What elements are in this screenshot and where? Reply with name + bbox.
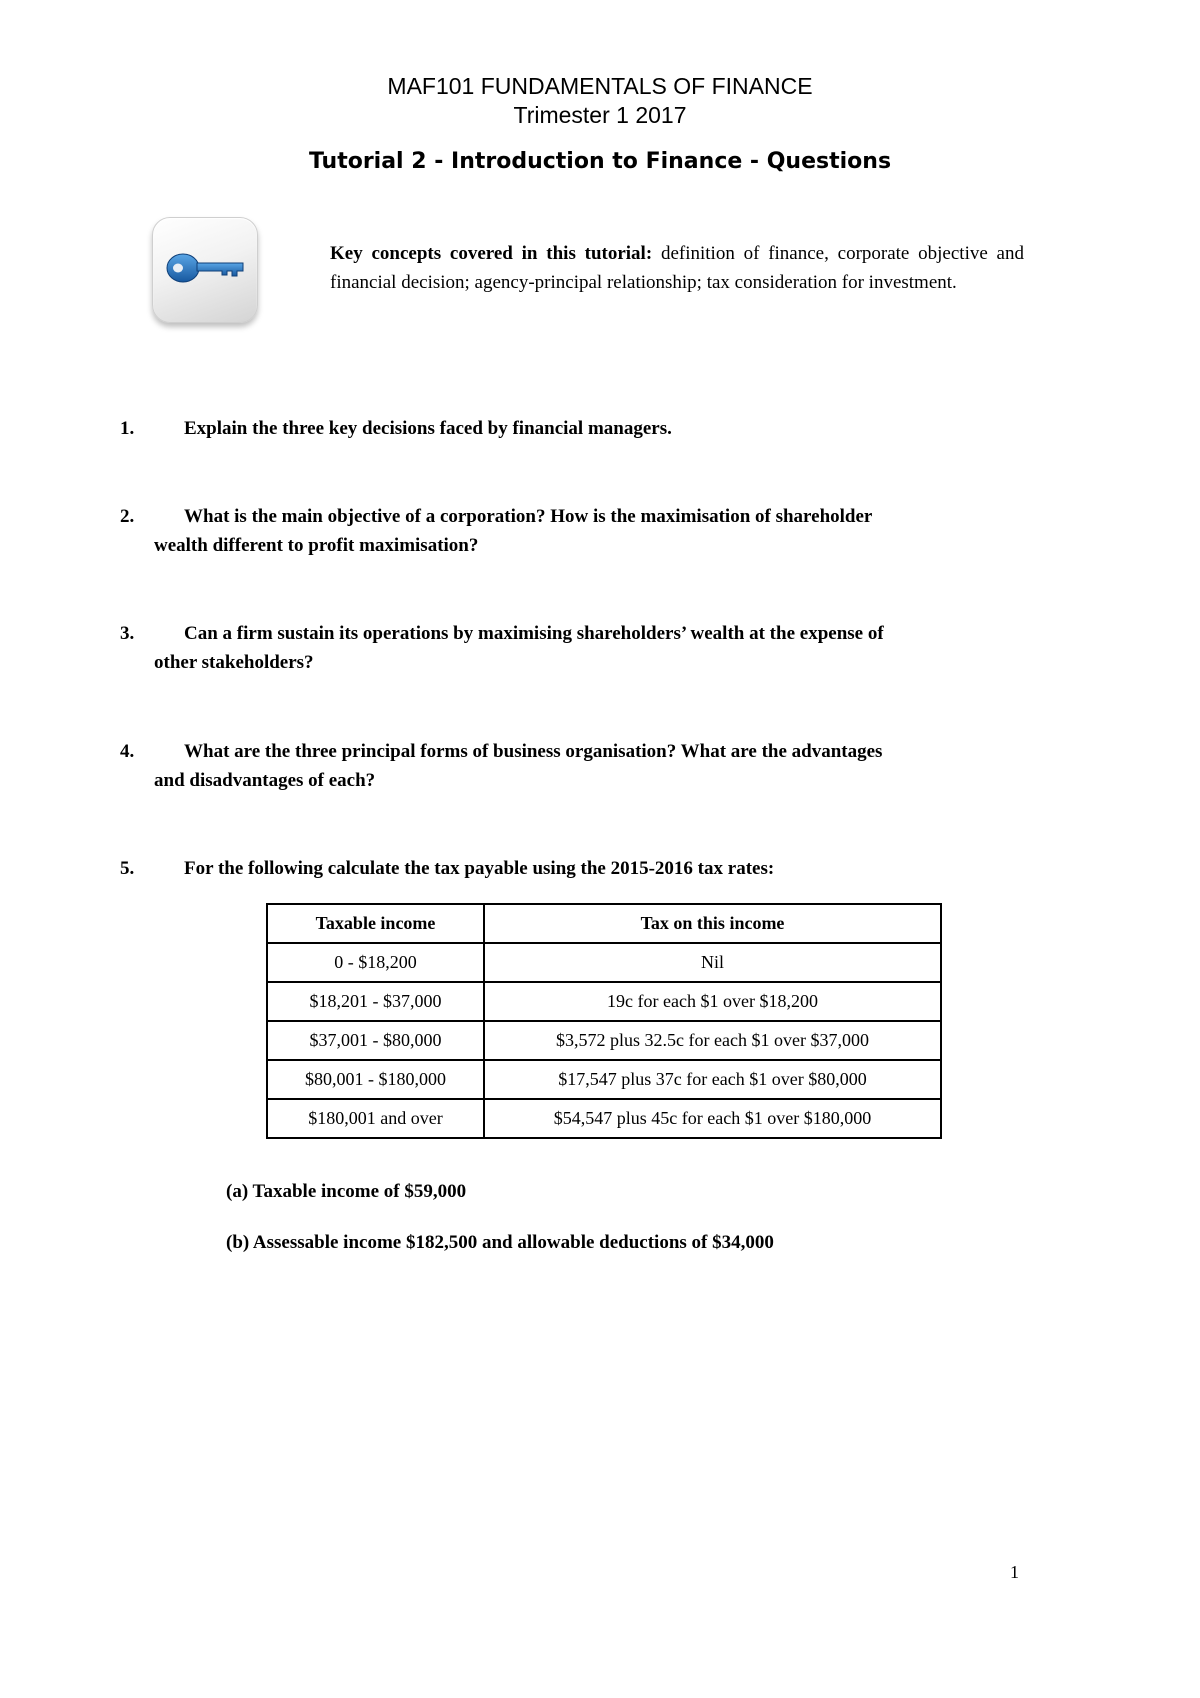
question-number: 4. bbox=[120, 741, 135, 762]
table-cell: $3,572 plus 32.5c for each $1 over $37,000 bbox=[484, 1021, 941, 1060]
question-number: 3. bbox=[120, 623, 135, 644]
table-cell: $18,201 - $37,000 bbox=[267, 982, 484, 1021]
sub-question-a: (a) Taxable income of $59,000 bbox=[226, 1181, 467, 1202]
question-1 bbox=[120, 414, 1024, 443]
table-cell: 0 - $18,200 bbox=[267, 943, 484, 982]
table-cell: $80,001 - $180,000 bbox=[267, 1060, 484, 1099]
table-row bbox=[267, 943, 941, 982]
table-row bbox=[267, 982, 941, 1021]
question-text: What are the three principal forms of business organisation? What are the advantages bbox=[184, 741, 883, 762]
key-glyph bbox=[163, 240, 247, 296]
table-cell: $180,001 and over bbox=[267, 1099, 484, 1138]
question-4 bbox=[120, 737, 1024, 795]
table-cell: 19c for each $1 over $18,200 bbox=[484, 982, 941, 1021]
key-concepts-paragraph bbox=[330, 239, 1024, 297]
column-header: Tax on this income bbox=[484, 904, 941, 943]
table-cell: $17,547 plus 37c for each $1 over $80,000 bbox=[484, 1060, 941, 1099]
question-text-continued: and disadvantages of each? bbox=[154, 770, 376, 791]
table-cell: $37,001 - $80,000 bbox=[267, 1021, 484, 1060]
course-title: MAF101 FUNDAMENTALS OF FINANCE bbox=[387, 73, 813, 99]
table-cell: $54,547 plus 45c for each $1 over $180,000 bbox=[484, 1099, 941, 1138]
table-cell: Nil bbox=[484, 943, 941, 982]
trimester-label: Trimester 1 2017 bbox=[513, 102, 687, 128]
question-number: 5. bbox=[120, 858, 135, 879]
table-row bbox=[267, 1021, 941, 1060]
question-3 bbox=[120, 619, 1024, 677]
table-header-row bbox=[267, 904, 941, 943]
key-concepts-text: definition of finance, corporate objective and financial decision; agency-principal relationship; tax consideration for investment. bbox=[330, 243, 1024, 293]
key-concepts-label: Key concepts covered in this tutorial: bbox=[330, 243, 653, 264]
question-text: Explain the three key decisions faced by financial managers. bbox=[184, 418, 672, 439]
question-text: What is the main objective of a corporation? How is the maximisation of shareholder bbox=[184, 506, 873, 527]
tutorial-title: Tutorial 2 - Introduction to Finance - Questions bbox=[308, 149, 892, 174]
question-text-continued: other stakeholders? bbox=[154, 652, 314, 673]
tax-rates-table bbox=[266, 903, 942, 1139]
question-number: 1. bbox=[120, 418, 135, 439]
question-5 bbox=[120, 854, 1024, 883]
column-header: Taxable income bbox=[267, 904, 484, 943]
table-row bbox=[267, 1099, 941, 1138]
question-2 bbox=[120, 502, 1024, 560]
question-text: Can a firm sustain its operations by maximising shareholders’ wealth at the expense of bbox=[184, 623, 884, 644]
key-icon bbox=[152, 217, 258, 323]
question-text-continued: wealth different to profit maximisation? bbox=[154, 535, 479, 556]
sub-question-b: (b) Assessable income $182,500 and allowable deductions of $34,000 bbox=[226, 1232, 774, 1253]
table-row bbox=[267, 1060, 941, 1099]
page-number: 1 bbox=[1010, 1562, 1019, 1582]
question-number: 2. bbox=[120, 506, 135, 527]
question-text: For the following calculate the tax payable using the 2015-2016 tax rates: bbox=[184, 858, 775, 879]
